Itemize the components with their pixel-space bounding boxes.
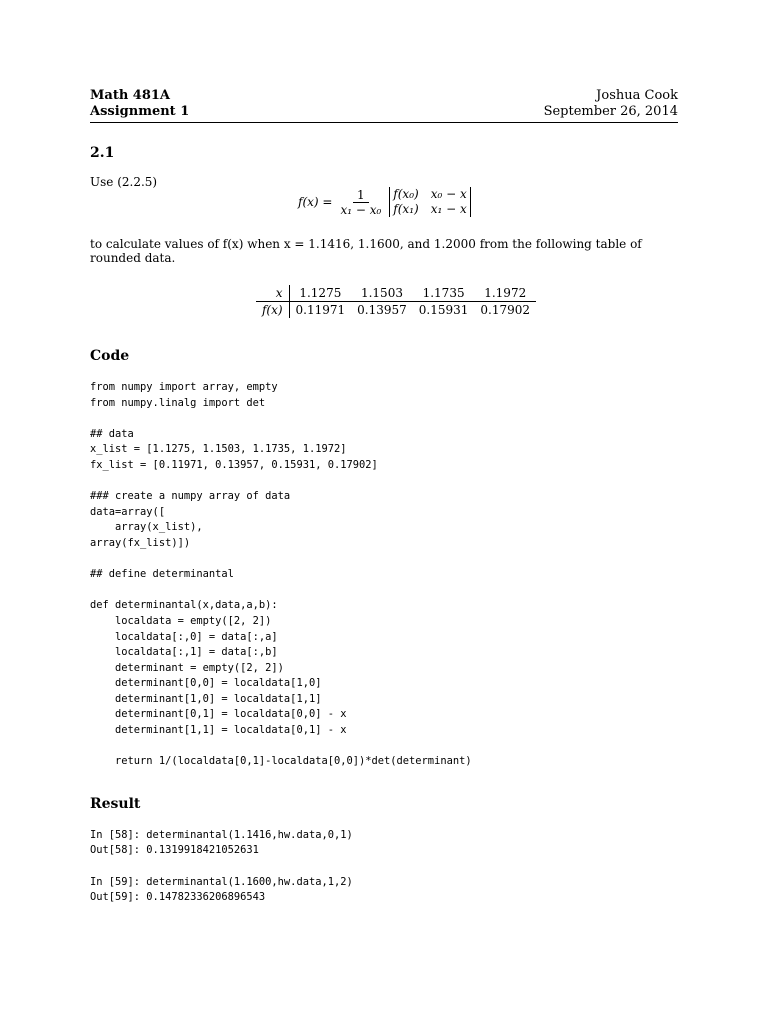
calc-instructions: to calculate values of f(x) when x = 1.1416, 1.1600, and 1.2000 from the following table of rounded data. xyxy=(90,237,642,265)
header-right xyxy=(544,88,678,120)
table-cell: 1.1735 xyxy=(413,285,475,302)
table-cell: 0.13957 xyxy=(357,303,407,317)
det-cell: f(x₁) xyxy=(393,202,419,216)
formula-fraction xyxy=(336,188,385,217)
document-page xyxy=(90,88,678,906)
result-listing: In [58]: determinantal(1.1416,hw.data,0,1) Out[58]: 0.1319918421052631 In [59]: determinantal(1.1600,hw.data,1,2) Out[59]: 0.14782336206896543 xyxy=(90,828,353,904)
code-section-title: Code xyxy=(90,348,130,364)
table-cell: 1.1275 xyxy=(289,285,351,302)
table-cell: 1.1503 xyxy=(351,285,413,302)
table-row xyxy=(256,302,536,319)
assignment-name: Assignment 1 xyxy=(90,104,190,119)
formula-lhs: f(x) = xyxy=(298,195,333,209)
problem-number: 2.1 xyxy=(90,145,115,161)
code-listing: from numpy import array, empty from numpy.linalg import det ## data x_list = [1.1275, 1.1503, 1.1735, 1.1972] fx_list = [0.11971, 0.13957, 0.15931, 0.17902] ### create a numpy array of data data=array([ array(x_list), array(fx_list)]) ## define determinantal def determinantal(x,data,a,b): localdata = empty([2, 2]) localdata[:,0] = data[:,a] localdata[:,1] = data[:,b] determinant = empty([2, 2]) determinant[0,0] = localdata[1,0] determinant[1,0] = localdata[1,1] determinant[0,1] = localdata[0,0] - x determinant[1,1] = localdata[0,1] - x return 1/(localdata[0,1]-localdata[0,0])*det(determinant) xyxy=(90,381,472,768)
det-cell: x₀ − x xyxy=(430,187,467,201)
document-date: September 26, 2014 xyxy=(543,104,678,119)
author-name: Joshua Cook xyxy=(596,88,678,103)
row-header: f(x) xyxy=(256,302,289,319)
formula xyxy=(298,187,471,217)
det-cell: f(x₀) xyxy=(393,187,419,201)
fraction-numerator: 1 xyxy=(353,188,369,203)
table-cell: 1.1972 xyxy=(474,285,536,302)
formula-block xyxy=(90,175,678,225)
table-cell: 0.17902 xyxy=(480,303,531,317)
table-cell: 0.15931 xyxy=(418,303,469,317)
table-row xyxy=(256,285,536,302)
header-rule xyxy=(90,122,678,123)
fraction-denominator: x₁ − x₀ xyxy=(340,202,382,217)
determinant-matrix xyxy=(389,187,470,217)
header-left xyxy=(90,88,189,120)
table-cell: 0.11971 xyxy=(295,303,346,317)
document-header xyxy=(90,88,678,120)
row-header: x xyxy=(256,285,289,302)
data-table xyxy=(256,285,536,318)
course-name: Math 481A xyxy=(90,88,171,103)
use-text: Use (2.2.5) xyxy=(90,175,158,189)
det-cell: x₁ − x xyxy=(430,202,467,216)
result-section-title: Result xyxy=(90,795,141,812)
